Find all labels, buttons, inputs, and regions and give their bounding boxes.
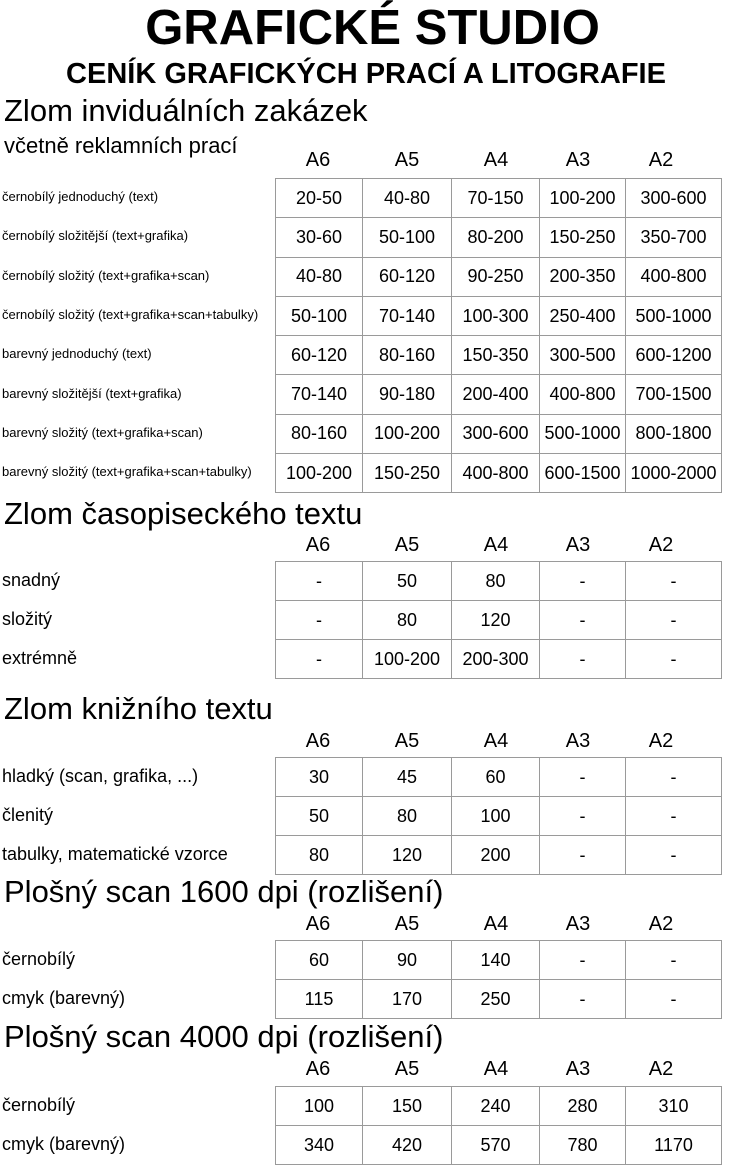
row-label: černobílý složitější (text+grafika) (2, 228, 189, 244)
row-label: barevný jednoduchý (text) (2, 346, 152, 362)
price-cell: - (275, 562, 362, 600)
row-label: barevný složitější (text+grafika) (2, 385, 182, 401)
price-cell: 90-250 (451, 258, 539, 296)
section-title: Zlom časopiseckého textu (4, 496, 363, 531)
table-row (275, 836, 722, 875)
price-cell: 300-500 (539, 336, 625, 374)
price-cell: 30-60 (275, 218, 362, 256)
price-cell: 100 (275, 1087, 362, 1125)
row-label: tabulky, matematické vzorce (2, 844, 228, 864)
price-cell: 50-100 (275, 297, 362, 335)
section-title: Plošný scan 4000 dpi (rozlišení) (4, 1019, 444, 1054)
price-cell: 80-160 (275, 415, 362, 453)
section-title: Plošný scan 1600 dpi (rozlišení) (4, 874, 444, 909)
price-cell: 60-120 (362, 258, 451, 296)
price-cell: - (539, 562, 625, 600)
price-cell: 20-50 (275, 179, 362, 217)
row-label: barevný složitý (text+grafika+scan+tabulky) (2, 464, 252, 480)
price-cell: 200-400 (451, 375, 539, 413)
table-row (275, 375, 722, 414)
price-cell: 200-300 (451, 640, 539, 678)
row-label: černobílý (2, 949, 76, 969)
section-subtitle: včetně reklamních prací (4, 133, 238, 158)
price-cell: 250-400 (539, 297, 625, 335)
column-header: A6 (305, 913, 331, 935)
price-cell: 400-800 (451, 454, 539, 492)
table-row (275, 454, 722, 493)
price-cell: 70-140 (362, 297, 451, 335)
price-cell: 600-1500 (539, 454, 625, 492)
price-cell: 200-350 (539, 258, 625, 296)
column-header: A6 (305, 534, 331, 556)
price-cell: 150-250 (362, 454, 451, 492)
row-label: černobílý (2, 1095, 76, 1115)
price-cell: 700-1500 (625, 375, 722, 413)
table-row (275, 336, 722, 375)
price-cell: 115 (275, 980, 362, 1018)
column-header: A3 (565, 730, 591, 752)
price-cell: 60 (451, 758, 539, 796)
price-cell: - (539, 601, 625, 639)
table-row (275, 1126, 722, 1165)
row-label: černobílý složitý (text+grafika+scan) (2, 267, 210, 283)
section-title: Zlom inviduálních zakázek (4, 93, 368, 128)
table-row (275, 179, 722, 218)
price-cell: 70-150 (451, 179, 539, 217)
row-label: extrémně (2, 648, 78, 668)
price-cell: 50-100 (362, 218, 451, 256)
price-cell: 150-350 (451, 336, 539, 374)
column-header: A3 (565, 534, 591, 556)
price-cell: - (539, 640, 625, 678)
column-header: A6 (305, 149, 331, 171)
price-table (275, 940, 722, 1019)
price-cell: 500-1000 (625, 297, 722, 335)
price-cell: 570 (451, 1126, 539, 1164)
price-cell: 40-80 (275, 258, 362, 296)
table-row (275, 758, 722, 797)
price-cell: 30 (275, 758, 362, 796)
column-header: A6 (305, 1058, 331, 1080)
price-cell: 60-120 (275, 336, 362, 374)
price-cell: 340 (275, 1126, 362, 1164)
table-row (275, 640, 722, 679)
column-header: A3 (565, 1058, 591, 1080)
column-header: A2 (648, 534, 674, 556)
price-cell: 80 (275, 836, 362, 874)
price-cell: 100-200 (275, 454, 362, 492)
column-header: A2 (648, 1058, 674, 1080)
price-cell: 100-200 (362, 415, 451, 453)
price-cell: - (625, 797, 722, 835)
row-label: černobílý složitý (text+grafika+scan+tabulky) (2, 306, 259, 322)
price-cell: - (625, 640, 722, 678)
column-header: A4 (483, 730, 509, 752)
price-table (275, 757, 722, 875)
price-cell: - (625, 601, 722, 639)
row-label: cmyk (barevný) (2, 1134, 126, 1154)
row-label: členitý (2, 805, 54, 825)
table-row (275, 218, 722, 257)
price-cell: 150 (362, 1087, 451, 1125)
column-header: A5 (394, 149, 420, 171)
price-cell: 200 (451, 836, 539, 874)
table-row (275, 415, 722, 454)
price-cell: 40-80 (362, 179, 451, 217)
price-cell: 250 (451, 980, 539, 1018)
price-cell: 150-250 (539, 218, 625, 256)
price-cell: - (539, 758, 625, 796)
price-cell: 240 (451, 1087, 539, 1125)
price-cell: 310 (625, 1087, 722, 1125)
column-header: A4 (483, 913, 509, 935)
price-cell: 420 (362, 1126, 451, 1164)
column-header: A6 (305, 730, 331, 752)
table-row (275, 562, 722, 601)
table-row (275, 601, 722, 640)
section-title: Zlom knižního textu (4, 691, 273, 726)
column-header: A2 (648, 149, 674, 171)
table-row (275, 258, 722, 297)
row-label: cmyk (barevný) (2, 988, 126, 1008)
row-label: barevný složitý (text+grafika+scan) (2, 424, 203, 440)
price-cell: 140 (451, 941, 539, 979)
price-cell: 800-1800 (625, 415, 722, 453)
price-cell: 600-1200 (625, 336, 722, 374)
price-cell: - (539, 797, 625, 835)
price-cell: - (625, 562, 722, 600)
price-cell: 1170 (625, 1126, 722, 1164)
price-cell: 50 (362, 562, 451, 600)
price-cell: - (625, 836, 722, 874)
column-header: A3 (565, 913, 591, 935)
table-row (275, 1087, 722, 1126)
price-cell: 100 (451, 797, 539, 835)
table-row (275, 941, 722, 980)
price-cell: 300-600 (451, 415, 539, 453)
column-header: A5 (394, 730, 420, 752)
price-cell: 300-600 (625, 179, 722, 217)
price-table (275, 178, 722, 493)
column-header: A4 (483, 1058, 509, 1080)
column-header: A5 (394, 913, 420, 935)
price-cell: - (275, 601, 362, 639)
price-cell: - (625, 980, 722, 1018)
price-cell: 80 (451, 562, 539, 600)
price-cell: 400-800 (625, 258, 722, 296)
page-subtitle: CENÍK GRAFICKÝCH PRACÍ A LITOGRAFIE (66, 58, 666, 90)
column-header: A4 (483, 149, 509, 171)
price-cell: 80-160 (362, 336, 451, 374)
price-cell: 350-700 (625, 218, 722, 256)
price-cell: - (625, 758, 722, 796)
price-cell: 80 (362, 797, 451, 835)
price-cell: - (539, 941, 625, 979)
price-cell: 500-1000 (539, 415, 625, 453)
price-cell: 100-200 (539, 179, 625, 217)
price-cell: 60 (275, 941, 362, 979)
price-cell: - (539, 836, 625, 874)
price-cell: 120 (362, 836, 451, 874)
price-cell: 100-300 (451, 297, 539, 335)
price-cell: 80 (362, 601, 451, 639)
price-table (275, 1086, 722, 1165)
column-header: A3 (565, 149, 591, 171)
table-row (275, 797, 722, 836)
price-cell: - (539, 980, 625, 1018)
column-header: A5 (394, 534, 420, 556)
price-cell: 100-200 (362, 640, 451, 678)
column-header: A2 (648, 730, 674, 752)
price-cell: 90 (362, 941, 451, 979)
column-header: A5 (394, 1058, 420, 1080)
price-cell: 50 (275, 797, 362, 835)
table-row (275, 980, 722, 1019)
price-cell: 780 (539, 1126, 625, 1164)
price-cell: - (275, 640, 362, 678)
page-title: GRAFICKÉ STUDIO (145, 1, 600, 55)
column-header: A2 (648, 913, 674, 935)
price-table (275, 561, 722, 679)
price-cell: 170 (362, 980, 451, 1018)
price-cell: 120 (451, 601, 539, 639)
table-row (275, 297, 722, 336)
column-header: A4 (483, 534, 509, 556)
row-label: snadný (2, 570, 61, 590)
price-cell: 1000-2000 (625, 454, 722, 492)
price-cell: 90-180 (362, 375, 451, 413)
row-label: hladký (scan, grafika, ...) (2, 766, 199, 786)
price-cell: 400-800 (539, 375, 625, 413)
price-cell: 280 (539, 1087, 625, 1125)
price-cell: 70-140 (275, 375, 362, 413)
price-cell: - (625, 941, 722, 979)
row-label: černobílý jednoduchý (text) (2, 189, 159, 204)
price-cell: 80-200 (451, 218, 539, 256)
price-cell: 45 (362, 758, 451, 796)
row-label: složitý (2, 609, 53, 629)
